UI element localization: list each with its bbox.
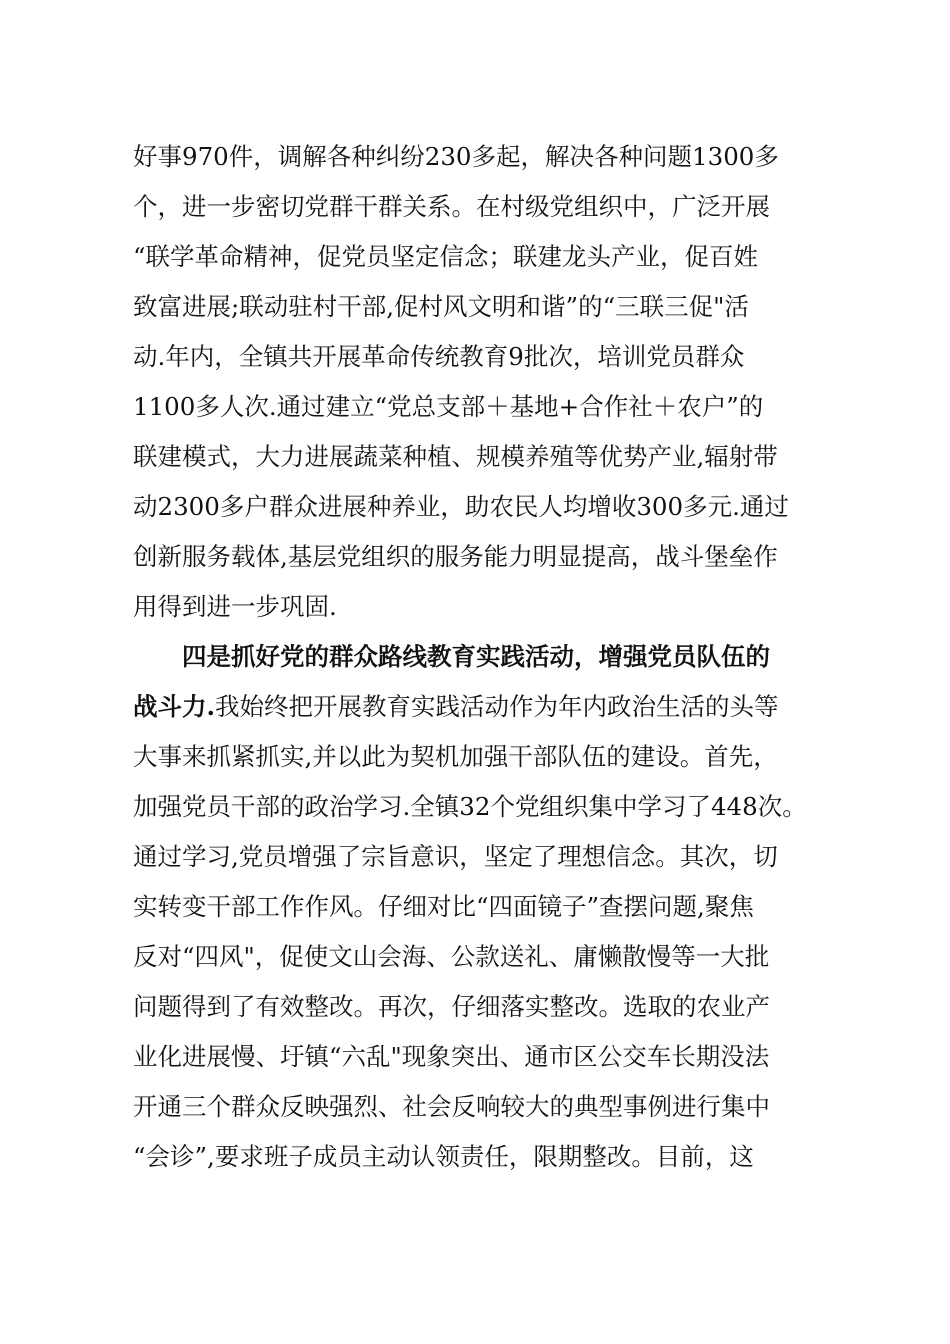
text-line: 加强党员干部的政治学习.全镇32个党组织集中学习了448次。 bbox=[133, 792, 807, 821]
text-line: 联建模式，大力进展蔬菜种植、规模养殖等优势产业,辐射带 bbox=[133, 442, 778, 471]
text-line: 通过学习,党员增强了宗旨意识，坚定了理想信念。其次，切 bbox=[133, 842, 778, 871]
text-line: 反对“四风"，促使文山会海、公款送礼、庸懒散慢等一大批 bbox=[133, 942, 770, 971]
text-line: 开通三个群众反映强烈、社会反响较大的典型事例进行集中 bbox=[133, 1092, 770, 1121]
text-line: 大事来抓紧抓实,并以此为契机加强干部队伍的建设。首先， bbox=[133, 742, 778, 771]
body-text bbox=[133, 132, 833, 1182]
text-line: 1100多人次.通过建立“党总支部＋基地+合作社＋农户”的 bbox=[133, 392, 764, 421]
text-line: 致富进展;联动驻村干部,促村风文明和谐”的“三联三促"活 bbox=[133, 292, 749, 321]
text-line: 实转变干部工作作风。仔细对比“四面镜子”查摆问题,聚焦 bbox=[133, 892, 754, 921]
text-line-rest: 我始终把开展教育实践活动作为年内政治生活的头等 bbox=[215, 692, 779, 721]
text-line: “会诊”,要求班子成员主动认领责任，限期整改。目前，这 bbox=[133, 1142, 754, 1171]
section-heading: 四是抓好党的群众路线教育实践活动，增强党员队伍的 bbox=[182, 642, 770, 671]
text-line: 创新服务载体,基层党组织的服务能力明显提高，战斗堡垒作 bbox=[133, 542, 778, 571]
text-line bbox=[133, 682, 833, 732]
text-line: 动2300多户群众进展种养业，助农民人均增收300多元.通过 bbox=[133, 492, 789, 521]
text-line: 个，进一步密切党群干群关系。在村级党组织中，广泛开展 bbox=[133, 192, 770, 221]
text-line: 业化进展慢、圩镇“六乱"现象突出、通市区公交车长期没法 bbox=[133, 1042, 770, 1071]
text-line: 好事970件，调解各种纠纷230多起，解决各种问题1300多 bbox=[133, 142, 779, 171]
section-heading-end: 战斗力. bbox=[133, 692, 216, 721]
text-line: 问题得到了有效整改。再次，仔细落实整改。选取的农业产 bbox=[133, 992, 770, 1021]
text-line: “联学革命精神，促党员坚定信念；联建龙头产业，促百姓 bbox=[133, 242, 759, 271]
text-line: 用得到进一步巩固. bbox=[133, 592, 337, 621]
text-line: 动.年内，全镇共开展革命传统教育9批次，培训党员群众 bbox=[133, 342, 745, 371]
section-heading-line bbox=[133, 632, 833, 682]
